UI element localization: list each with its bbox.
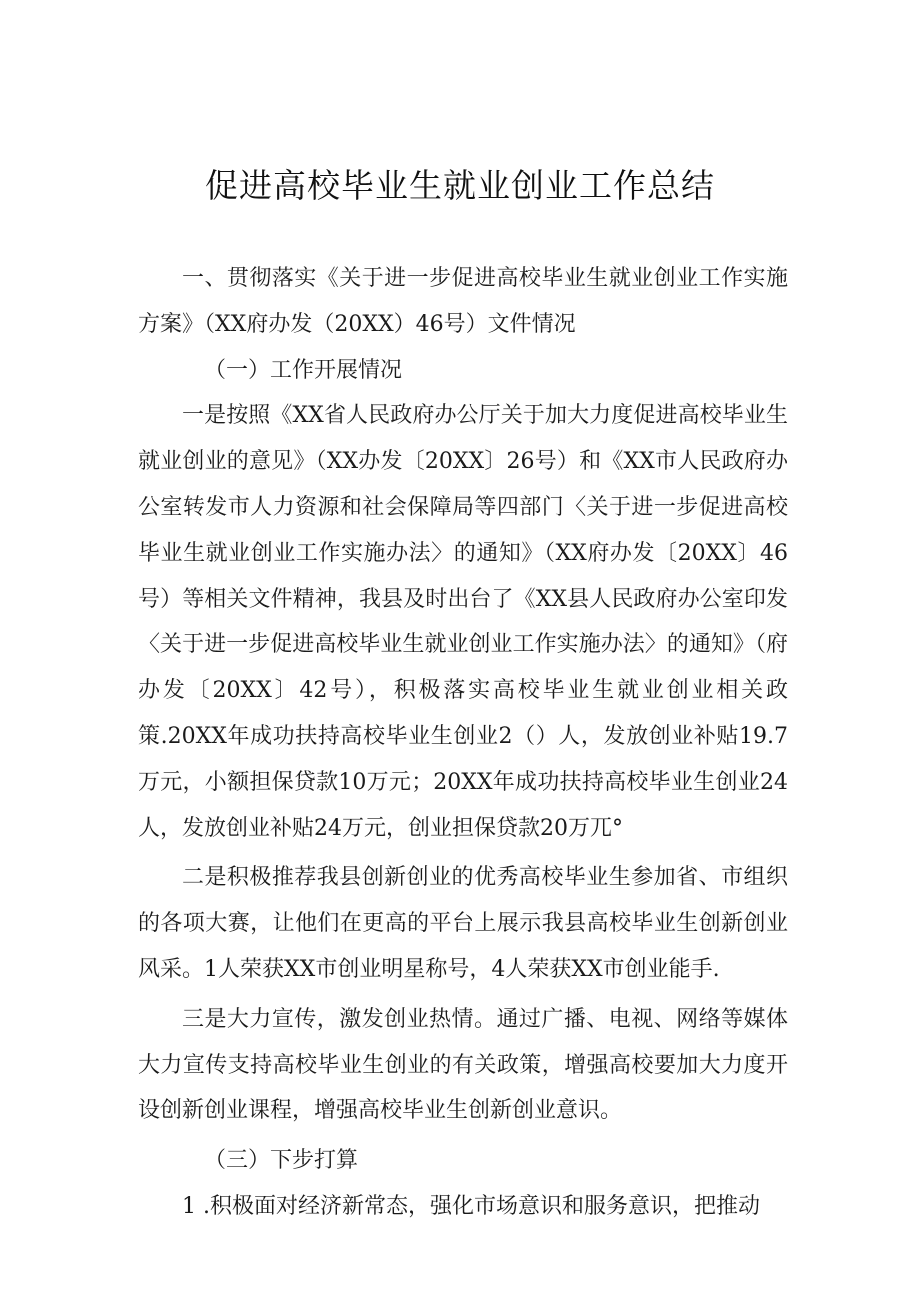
- section-heading: 一、贯彻落实《关于进一步促进高校毕业生就业创业工作实施方案》（XX府办发（20XX）46号）文件情况: [138, 266, 788, 337]
- subsection-heading: （一）工作开展情况: [204, 357, 403, 383]
- paragraph: 一是按照《XX省人民政府办公厅关于加大力度促进高校毕业生就业创业的意见》（XX办发〔20XX〕26号）和《XX市人民政府办公室转发市人力资源和社会保障局等四部门〈关于进一步促进高校毕业生就业创业工作实施办法〉的通知》（XX府办发〔20XX〕46号）等相关文件精神，我县及时出台了《XX县人民政府办公室印发〈关于进一步促进高校毕业生就业创业工作实施办法〉的通知》（府办发〔20XX〕42号），积极落实高校毕业生就业创业相关政策.20XX年成功扶持高校毕业生创业2（）人，发放创业补贴19.7万元，小额担保贷款10万元；20XX年成功扶持高校毕业生创业24人，发放创业补贴24万元，创业担保贷款20万兀°: [138, 403, 788, 841]
- document-title: 促进高校毕业生就业创业工作总结: [205, 166, 715, 205]
- paragraph: 三是大力宣传，激发创业热情。通过广播、电视、网络等媒体大力宣传支持高校毕业生创业的有关政策，增强高校要加大力度开设创新创业课程，增强高校毕业生创新创业意识。: [138, 1006, 788, 1124]
- subsection-heading: （三）下步打算: [204, 1148, 359, 1174]
- document-body: [138, 256, 788, 1230]
- paragraph: 二是积极推荐我县创新创业的优秀高校毕业生参加省、市组织的各项大赛，让他们在更高的平台上展示我县高校毕业生创新创业风采。1人荣获XX市创业明星称号，4人荣获XX市创业能手.: [138, 865, 788, 982]
- paragraph: 1 .积极面对经济新常态，强化市场意识和服务意识，把推动: [182, 1193, 760, 1219]
